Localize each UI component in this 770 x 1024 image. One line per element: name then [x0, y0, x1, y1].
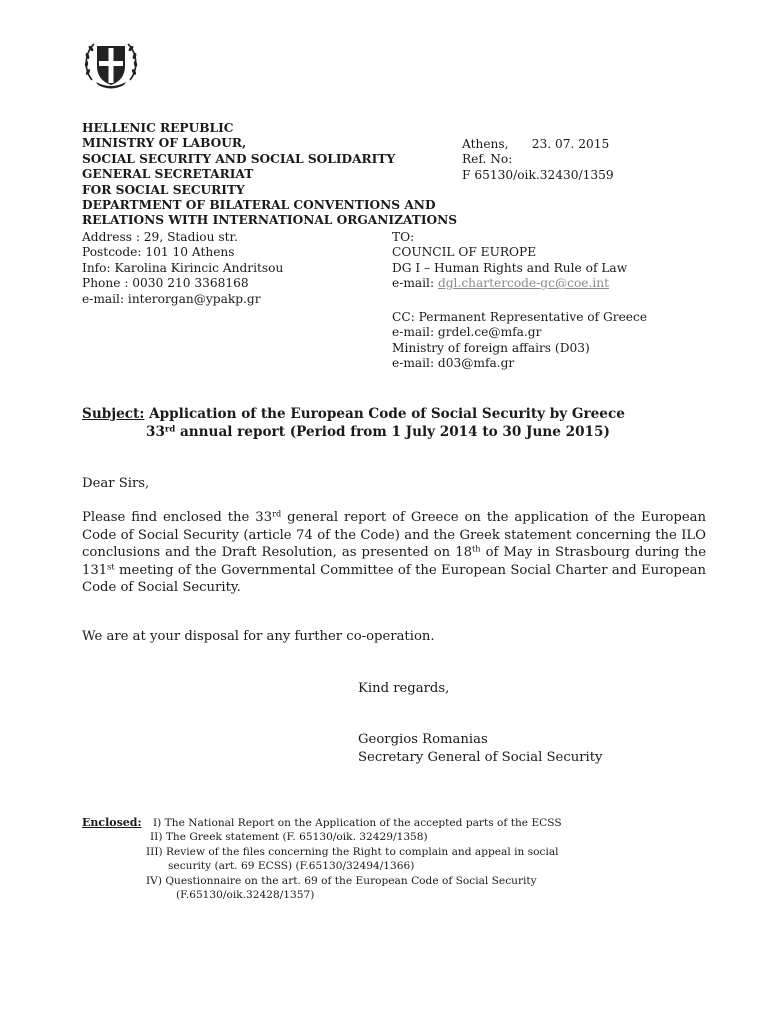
cc-email: e-mail: grdel.ce@mfa.gr [392, 325, 542, 340]
recipient-email-link[interactable]: dgl.chartercode-gc@coe.int [437, 276, 610, 291]
subject-line-2 [82, 423, 625, 441]
cc-block [392, 310, 647, 372]
place-date: Athens, 23. 07. 2015 [462, 137, 610, 151]
to-label: TO: [392, 230, 415, 244]
sender-line: GENERAL SECRETARIAT [82, 167, 254, 182]
para-part: of May in Strasbourg during the 131 [82, 545, 706, 578]
subject-label: Subject: [82, 406, 145, 422]
recipient-email [392, 276, 627, 291]
enclosed-item: (F.65130/oik.32428/1357) [176, 889, 315, 901]
enclosed-item: security (art. 69 ECSS) (F.65130/32494/1366) [168, 860, 415, 872]
sender-address: Address : 29, Stadiou str. [82, 230, 238, 244]
sender-line: SOCIAL SECURITY AND SOCIAL SOLIDARITY [82, 151, 396, 166]
sender-line: FOR SOCIAL SECURITY [82, 182, 245, 197]
enclosed-item: II) The Greek statement (F. 65130/oik. 32429/1358) [150, 831, 428, 843]
hellenic-republic-emblem-icon [82, 36, 140, 92]
signer-title: Secretary General of Social Security [358, 749, 603, 765]
cc-line: Ministry of foreign affairs (D03) [392, 340, 590, 355]
sender-info: Info: Karolina Kirincic Andritsou [82, 260, 284, 275]
disposal-paragraph: We are at your disposal for any further co-operation. [82, 629, 435, 644]
enclosed-label: Enclosed: [82, 816, 142, 829]
sender-line: RELATIONS WITH INTERNATIONAL ORGANIZATIONS [82, 213, 458, 228]
ref-label: Ref. No: [462, 152, 513, 167]
subject-period: annual report (Period from 1 July 2014 to 30 June 2015) [175, 424, 610, 440]
ordinal-suffix: th [472, 543, 481, 554]
cc-email: e-mail: d03@mfa.gr [392, 356, 515, 371]
sender-contact [82, 230, 283, 307]
sender-email: e-mail: interorgan@ypakp.gr [82, 291, 261, 306]
enclosed-item: I) The National Report on the Application of the accepted parts of the ECSS [153, 817, 562, 829]
cc-line: CC: Permanent Representative of Greece [392, 310, 648, 324]
letter-meta [462, 137, 614, 183]
sender-line: DEPARTMENT OF BILATERAL CONVENTIONS AND [82, 198, 436, 213]
recipient-dept: DG I – Human Rights and Rule of Law [392, 260, 628, 275]
para-part: Please find enclosed the 33 [82, 510, 273, 525]
salutation: Dear Sirs, [82, 476, 150, 491]
subject-ordinal-suffix: rd [164, 423, 176, 434]
sender-line: MINISTRY OF LABOUR, [82, 136, 247, 151]
ref-number: F 65130/oik.32430/1359 [462, 167, 614, 182]
signer-name: Georgios Romanias [358, 732, 488, 747]
subject-line-1 [82, 405, 625, 423]
recipient-org: COUNCIL OF EUROPE [392, 245, 537, 260]
subject-block [82, 405, 625, 441]
enclosed-item: III) Review of the files concerning the Right to complain and appeal in social [146, 846, 559, 858]
sender-phone: Phone : 0030 210 3368168 [82, 276, 249, 291]
para-part: meeting of the Governmental Committee of the European Social Charter and European Code of Social Security. [82, 562, 706, 596]
ordinal-suffix: rd [272, 508, 282, 519]
closing: Kind regards, [358, 681, 450, 696]
para-part: general report of Greece on the application of the European Code of Social Security (article 74 of the Code) and the Greek statement concerning the ILO conclusions and the Draft Resolution, as presented on 18 [82, 510, 706, 561]
recipient-email-prefix: e-mail: [392, 276, 438, 291]
sender-line: HELLENIC REPUBLIC [82, 121, 234, 135]
signature-block [358, 731, 603, 766]
sender-header [82, 121, 457, 229]
recipient-block [392, 230, 627, 292]
ordinal-suffix: st [107, 561, 115, 572]
enclosed-item: IV) Questionnaire on the art. 69 of the European Code of Social Security [146, 875, 537, 887]
subject-text: Application of the European Code of Social Security by Greece [144, 406, 625, 422]
subject-ordinal: 33 [146, 424, 165, 440]
sender-postcode: Postcode: 101 10 Athens [82, 245, 235, 260]
body-paragraph [82, 509, 706, 597]
